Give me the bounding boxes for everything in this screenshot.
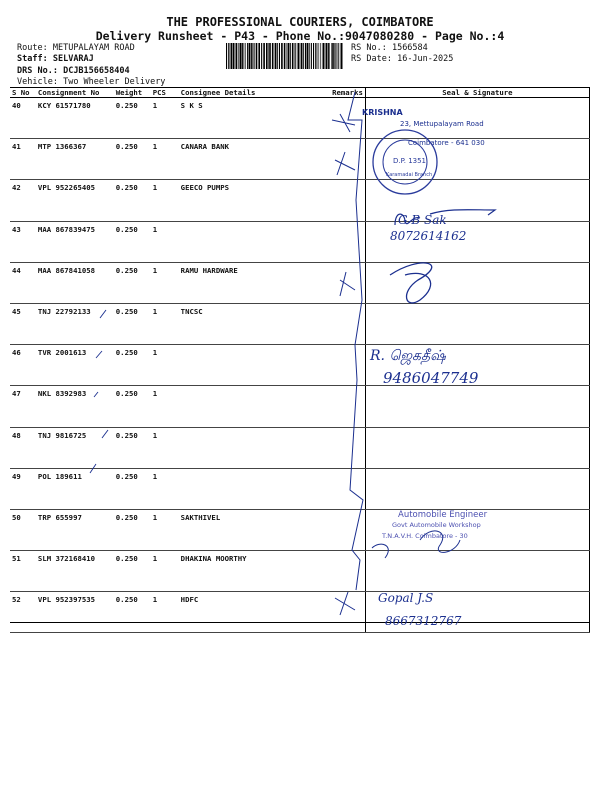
- cell-seal-signature: [365, 262, 589, 303]
- cell-pcs: 1: [151, 551, 179, 592]
- table-row: [10, 180, 590, 221]
- barcode-bar: [319, 43, 320, 69]
- barcode-bar: [297, 43, 298, 69]
- phone-42: 8072614162: [390, 229, 467, 243]
- barcode-bar: [275, 43, 277, 69]
- cell-consignment-no: POL 189611: [36, 468, 114, 509]
- krishna-stamp-bottom: Coimbatore - 641 030: [408, 139, 485, 147]
- cell-seal-signature: [365, 98, 589, 139]
- barcode-bar: [252, 43, 253, 69]
- table-row: [10, 262, 590, 303]
- barcode-bar: [263, 43, 265, 69]
- cell-sno: 52: [10, 592, 36, 633]
- barcode-bar: [301, 43, 303, 69]
- engineer-stamp-title: Automobile Engineer: [398, 510, 488, 520]
- runsheet-table: [10, 87, 590, 633]
- barcode-bar: [242, 43, 243, 69]
- cell-remarks: [330, 139, 365, 180]
- barcode-bar: [277, 43, 278, 69]
- barcode-bar: [290, 43, 291, 69]
- table-row: [10, 427, 590, 468]
- cell-consignee-details: GEECO PUMPS: [179, 180, 330, 221]
- col-consignment: Consignment No: [36, 87, 114, 98]
- barcode-bar: [292, 43, 293, 69]
- staff-label: Staff:: [17, 54, 48, 64]
- cell-weight: 0.250: [114, 262, 151, 303]
- cell-pcs: 1: [151, 509, 179, 550]
- table-row: [10, 592, 590, 633]
- staff-value: SELVARAJ: [52, 54, 94, 64]
- barcode-bar: [305, 43, 306, 69]
- col-sno: S No: [10, 87, 36, 98]
- cell-sno: 48: [10, 427, 36, 468]
- barcode-bar: [335, 43, 336, 69]
- cell-weight: 0.250: [114, 468, 151, 509]
- cell-weight: 0.250: [114, 345, 151, 386]
- barcode-bar: [309, 43, 310, 69]
- barcode-bar: [244, 43, 245, 69]
- engineer-stamp-line3: T.N.A.V.H. Coimbatore - 30: [382, 532, 468, 540]
- barcode-bar: [235, 43, 236, 69]
- barcode-bar: [298, 43, 300, 69]
- barcode-bar: [332, 43, 334, 69]
- cell-consignee-details: S K S: [179, 98, 330, 139]
- cell-remarks: [330, 180, 365, 221]
- cell-sno: 47: [10, 386, 36, 427]
- cell-remarks: [330, 262, 365, 303]
- cell-consignee-details: [179, 468, 330, 509]
- barcode-bar: [287, 43, 288, 69]
- barcode: [226, 43, 344, 69]
- cell-consignment-no: SLM 372168410: [36, 551, 114, 592]
- col-remarks: Remarks: [330, 87, 365, 98]
- cell-consignment-no: VPL 952265405: [36, 180, 114, 221]
- cell-consignee-details: [179, 345, 330, 386]
- cell-seal-signature: [365, 221, 589, 262]
- name-52: Gopal J.S: [378, 591, 434, 605]
- cell-consignment-no: TVR 2001613: [36, 345, 114, 386]
- cell-consignment-no: TNJ 9816725: [36, 427, 114, 468]
- barcode-bar: [295, 43, 296, 69]
- cell-consignee-details: CANARA BANK: [179, 139, 330, 180]
- cell-weight: 0.250: [114, 509, 151, 550]
- cell-consignee-details: HDFC: [179, 592, 330, 633]
- runsheet-subtitle: Delivery Runsheet - P43 - Phone No.:9047080280 - Page No.:4: [95, 29, 505, 43]
- barcode-bar: [328, 43, 329, 69]
- cell-consignee-details: SAKTHIVEL: [179, 509, 330, 550]
- route-line: [17, 43, 135, 53]
- barcode-bar: [279, 43, 280, 69]
- barcode-bar: [320, 43, 321, 69]
- cell-remarks: [330, 509, 365, 550]
- drs-line: [17, 66, 130, 76]
- bank-seal-ring: Karamadai Branch: [386, 172, 433, 178]
- cell-pcs: 1: [151, 180, 179, 221]
- cell-consignee-details: RAMU HARDWARE: [179, 262, 330, 303]
- barcode-bar: [322, 43, 323, 69]
- barcode-bar: [323, 43, 324, 69]
- cell-sno: 46: [10, 345, 36, 386]
- barcode-bar: [303, 43, 304, 69]
- barcode-bar: [334, 43, 335, 69]
- cell-consignment-no: KCY 61571780: [36, 98, 114, 139]
- barcode-bar: [338, 43, 339, 69]
- cell-pcs: 1: [151, 262, 179, 303]
- barcode-bar: [261, 43, 262, 69]
- vehicle-label: Vehicle:: [17, 77, 58, 87]
- company-title: THE PROFESSIONAL COURIERS, COIMBATORE: [166, 15, 434, 29]
- table-row: [10, 303, 590, 344]
- cell-weight: 0.250: [114, 592, 151, 633]
- table-row: [10, 468, 590, 509]
- barcode-bar: [269, 43, 271, 69]
- cell-weight: 0.250: [114, 427, 151, 468]
- cell-seal-signature: [365, 509, 589, 550]
- cell-remarks: [330, 551, 365, 592]
- col-consignee: Consignee Details: [179, 87, 330, 98]
- cell-seal-signature: [365, 139, 589, 180]
- rs-date-line: [351, 54, 453, 64]
- barcode-bar: [226, 43, 227, 69]
- barcode-bar: [284, 43, 286, 69]
- cell-sno: 42: [10, 180, 36, 221]
- route-label: Route:: [17, 43, 48, 53]
- rs-no-label: RS No.:: [351, 43, 387, 53]
- table-row: [10, 551, 590, 592]
- cell-sno: 49: [10, 468, 36, 509]
- cell-remarks: [330, 221, 365, 262]
- cell-consignment-no: VPL 952397535: [36, 592, 114, 633]
- barcode-bar: [266, 43, 268, 69]
- barcode-bar: [247, 43, 248, 69]
- drs-label: DRS No.:: [17, 66, 58, 76]
- cell-remarks: [330, 592, 365, 633]
- barcode-bar: [325, 43, 326, 69]
- col-pcs: PCS: [151, 87, 179, 98]
- cell-pcs: 1: [151, 592, 179, 633]
- barcode-bar: [281, 43, 283, 69]
- barcode-bar: [313, 43, 314, 69]
- table-row: [10, 509, 590, 550]
- cell-weight: 0.250: [114, 386, 151, 427]
- cell-consignment-no: MAA 867841058: [36, 262, 114, 303]
- table-header-row: [10, 87, 590, 98]
- cell-weight: 0.250: [114, 303, 151, 344]
- staff-line: [17, 54, 94, 64]
- barcode-bar: [238, 43, 239, 69]
- rs-no-value: 1566584: [391, 43, 428, 53]
- table-row: [10, 139, 590, 180]
- cell-pcs: 1: [151, 386, 179, 427]
- cell-remarks: [330, 98, 365, 139]
- cell-consignee-details: TNCSC: [179, 303, 330, 344]
- cell-sno: 50: [10, 509, 36, 550]
- table-row: [10, 221, 590, 262]
- name-46: R. ஜெகதீஷ்: [370, 348, 446, 364]
- cell-consignment-no: MAA 867839475: [36, 221, 114, 262]
- rs-date-label: RS Date:: [351, 54, 392, 64]
- bank-seal-code: D.P. 1351: [393, 157, 427, 165]
- cell-consignment-no: TNJ 22792133: [36, 303, 114, 344]
- cell-seal-signature: [365, 345, 589, 386]
- barcode-bar: [245, 43, 246, 69]
- cell-seal-signature: [365, 303, 589, 344]
- cell-sno: 43: [10, 221, 36, 262]
- barcode-bar: [228, 43, 229, 69]
- cell-weight: 0.250: [114, 98, 151, 139]
- cell-remarks: [330, 427, 365, 468]
- cell-sno: 45: [10, 303, 36, 344]
- table-row: [10, 98, 590, 139]
- cell-pcs: 1: [151, 345, 179, 386]
- cell-seal-signature: [365, 386, 589, 427]
- cell-remarks: [330, 345, 365, 386]
- cell-sno: 41: [10, 139, 36, 180]
- cell-pcs: 1: [151, 303, 179, 344]
- cell-sno: 44: [10, 262, 36, 303]
- barcode-bar: [294, 43, 295, 69]
- cell-pcs: 1: [151, 427, 179, 468]
- cell-consignee-details: [179, 221, 330, 262]
- cell-remarks: [330, 303, 365, 344]
- engineer-stamp-line2: Govt Automobile Workshop: [392, 521, 481, 529]
- cell-weight: 0.250: [114, 551, 151, 592]
- cell-seal-signature: [365, 427, 589, 468]
- cell-remarks: [330, 468, 365, 509]
- signature-name-42: G B Sak: [398, 213, 447, 227]
- col-seal-signature: Seal & Signature: [365, 87, 589, 98]
- cell-weight: 0.250: [114, 221, 151, 262]
- vehicle-value: Two Wheeler Delivery: [63, 77, 166, 87]
- table-row: [10, 345, 590, 386]
- cell-pcs: 1: [151, 221, 179, 262]
- cell-seal-signature: [365, 592, 589, 633]
- cell-seal-signature: [365, 468, 589, 509]
- barcode-bar: [254, 43, 255, 69]
- cell-consignee-details: [179, 427, 330, 468]
- barcode-bar: [236, 43, 238, 69]
- barcode-bar: [249, 43, 251, 69]
- barcode-bar: [341, 43, 343, 69]
- barcode-bar: [240, 43, 242, 69]
- cell-sno: 40: [10, 98, 36, 139]
- barcode-bar: [340, 43, 341, 69]
- cell-consignment-no: NKL 8392983: [36, 386, 114, 427]
- cell-seal-signature: [365, 551, 589, 592]
- barcode-bar: [233, 43, 235, 69]
- route-value: METUPALAYAM ROAD: [52, 43, 135, 53]
- cell-weight: 0.250: [114, 139, 151, 180]
- barcode-bar: [326, 43, 328, 69]
- barcode-bar: [288, 43, 290, 69]
- barcode-bar: [307, 43, 309, 69]
- cell-sno: 51: [10, 551, 36, 592]
- cell-pcs: 1: [151, 98, 179, 139]
- barcode-bar: [311, 43, 312, 69]
- barcode-bar: [329, 43, 330, 69]
- rs-date-value: 16-Jun-2025: [397, 54, 454, 64]
- barcode-bar: [317, 43, 318, 69]
- phone-52: 8667312767: [385, 614, 462, 628]
- cell-consignment-no: TRP 655997: [36, 509, 114, 550]
- krishna-stamp-mid: 23, Mettupalayam Road: [400, 120, 484, 128]
- cell-consignment-no: MTP 1366367: [36, 139, 114, 180]
- barcode-bar: [331, 43, 332, 69]
- vehicle-line: [17, 77, 165, 87]
- table-bottom-rule: [10, 622, 590, 623]
- phone-46: 9486047749: [383, 369, 479, 387]
- col-weight: Weight: [114, 87, 151, 98]
- cell-seal-signature: [365, 180, 589, 221]
- cell-pcs: 1: [151, 468, 179, 509]
- barcode-bar: [251, 43, 252, 69]
- cell-consignee-details: [179, 386, 330, 427]
- drs-value: DCJB156658404: [63, 66, 130, 76]
- barcode-bar: [272, 43, 274, 69]
- krishna-stamp-top: KRISHNA: [362, 108, 403, 117]
- barcode-bar: [268, 43, 269, 69]
- table-row: [10, 386, 590, 427]
- barcode-bar: [258, 43, 260, 69]
- barcode-bar: [315, 43, 316, 69]
- cell-pcs: 1: [151, 139, 179, 180]
- barcode-bar: [231, 43, 232, 69]
- cell-consignee-details: DHAKINA MOORTHY: [179, 551, 330, 592]
- cell-weight: 0.250: [114, 180, 151, 221]
- barcode-bar: [230, 43, 231, 69]
- barcode-bar: [256, 43, 258, 69]
- cell-remarks: [330, 386, 365, 427]
- rs-no-line: [351, 43, 428, 53]
